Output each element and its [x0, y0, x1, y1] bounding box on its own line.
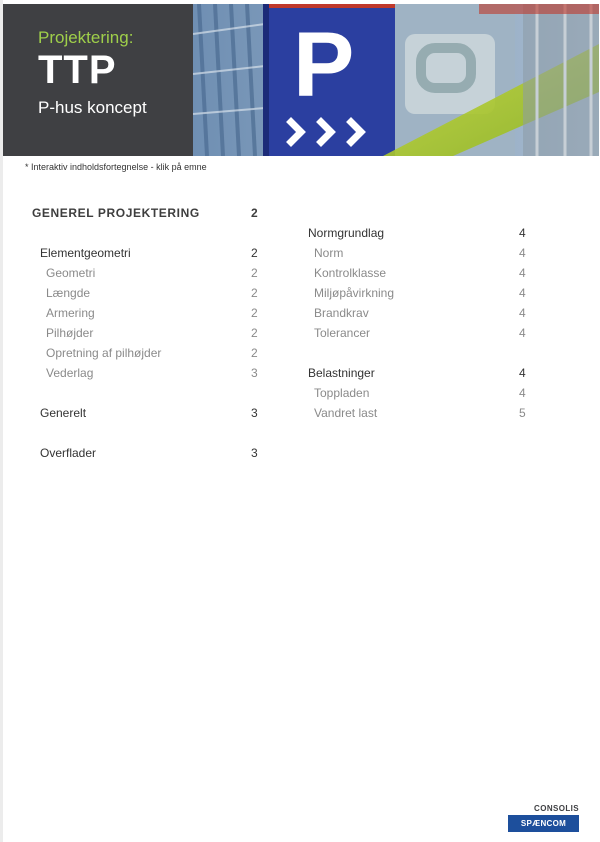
toc-entry-page: 4	[519, 366, 526, 380]
parking-house-photo	[193, 4, 599, 156]
toc-entry-label: Elementgeometri	[40, 246, 131, 260]
toc-entry-page: 2	[251, 206, 259, 220]
toc-entry-label: Toppladen	[314, 386, 370, 400]
toc-entry-label: Længde	[46, 286, 91, 300]
toc-entry-label: Brandkrav	[314, 306, 369, 320]
toc-entry-label: Pilhøjder	[46, 326, 94, 340]
toc-entry-page: 4	[519, 246, 526, 260]
page-title: TTP	[38, 48, 117, 92]
toc-entry-page: 4	[519, 266, 526, 280]
toc-entry-label: Overflader	[40, 446, 97, 460]
toc-note: * Interaktiv indholdsfortegnelse - klik på emne	[25, 162, 207, 172]
toc-entry-page: 4	[519, 226, 526, 240]
page-subtitle: P-hus koncept	[38, 98, 147, 117]
toc-entry-label: GENEREL PROJEKTERING	[32, 206, 200, 220]
toc-entry-page: 2	[251, 326, 258, 340]
logo-consolis-text: CONSOLIS	[534, 804, 579, 813]
toc-entry-page: 2	[251, 306, 258, 320]
toc-entry-page: 4	[519, 306, 526, 320]
toc-entry-page: 2	[251, 246, 258, 260]
toc-entry-label: Armering	[46, 306, 95, 320]
toc-entry-label: Vederlag	[46, 366, 94, 380]
toc-entry-page: 5	[519, 406, 526, 420]
toc-entry-page: 3	[251, 446, 258, 460]
toc-entry-page: 3	[251, 406, 258, 420]
toc-entry-label: Generelt	[40, 406, 87, 420]
toc-entry-page: 3	[251, 366, 258, 380]
header-kicker: Projektering:	[38, 28, 134, 47]
toc-entry-page: 4	[519, 326, 526, 340]
toc-entry-label: Geometri	[46, 266, 96, 280]
toc-entry-label: Miljøpåvirkning	[314, 286, 395, 300]
company-logo	[508, 804, 579, 832]
toc-entry-label: Norm	[314, 246, 344, 260]
toc-entry-label: Belastninger	[308, 366, 375, 380]
toc-entry-label: Tolerancer	[314, 326, 371, 340]
toc-entry-label: Kontrolklasse	[314, 266, 387, 280]
logo-spaencom-text: SPÆNCOM	[508, 815, 579, 832]
toc-entry-page: 4	[519, 386, 526, 400]
parking-sign-letter: P	[293, 14, 355, 116]
toc-entry-label: Normgrundlag	[308, 226, 385, 240]
toc-entry-page: 4	[519, 286, 526, 300]
toc-entry-label: Vandret last	[314, 406, 378, 420]
toc-entry-page: 2	[251, 286, 258, 300]
parking-facade-image	[193, 4, 599, 156]
cover-header	[3, 4, 599, 156]
title-panel	[3, 4, 193, 156]
toc-entry-page: 2	[251, 346, 258, 360]
toc-entry-label: Opretning af pilhøjder	[46, 346, 162, 360]
toc-entry-page: 2	[251, 266, 258, 280]
